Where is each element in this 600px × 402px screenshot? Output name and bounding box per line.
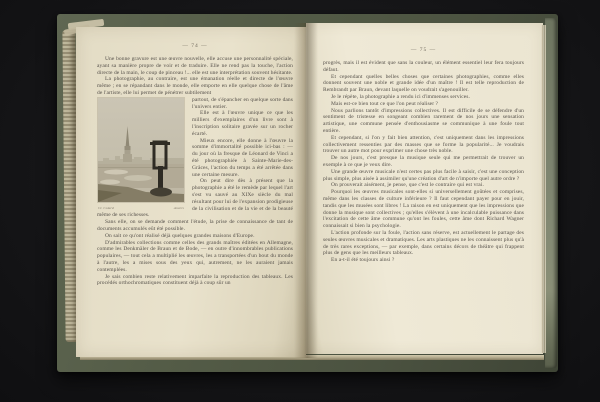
paragraph: Mieux encore, elle donne à l'œuvre la somme d'immortalité possible ici-bas : — du jour où la fresque de Léonard de Vinci a été photographiée à Sainte-Marie-des-Grâces, l'action du temps a été arrêtée dans une certaine mesure. <box>192 137 293 178</box>
book-cover-edge <box>545 18 557 368</box>
paragraph: En a-t-il été toujours ainsi ? <box>331 257 395 264</box>
page-number-right: — 75 — <box>410 47 437 53</box>
paragraph: De nos jours, c'est presque la musique seule qui me permettrait de trouver un exemple à ce que je veux dire. <box>323 155 524 168</box>
left-page-text <box>97 56 293 287</box>
cathedral-photo <box>97 97 185 203</box>
left-page-content <box>97 43 293 287</box>
photo-caption <box>97 205 185 212</box>
paragraph: Je le répète, la photographie a rendu ici d'immenses services. <box>331 93 470 100</box>
right-page-content <box>323 47 524 264</box>
right-page-text <box>323 60 524 264</box>
paragraph: Sans elle, on se demande comment l'étude, la prise de connaissance de tant de documents accumulés eût été possible. <box>97 219 293 232</box>
paragraph: Mais est-ce bien tout ce que l'on peut réaliser ? <box>331 100 439 107</box>
photo-caption-title: Anvers <box>173 205 184 210</box>
figure-photo <box>97 97 185 212</box>
right-page <box>306 23 543 354</box>
paragraph: Et cependant quelles belles choses que certaines photographies, comme elles donnent souvent une noble et grande idée d'un maître ! Il est telle reproduction de Rembrandt par Braun, devant laquelle on voudrait s'agenouiller. <box>323 73 524 94</box>
paragraph: Pourquoi les œuvres musicales sont-elles si universellement goûtées et comprises, même dans les classes de culture inférieure ? Il faut cependant payer pour en jouir, tandis que les musées sont libres ! La raison en est uniquement que les impressions que donne la musique sont collectives ; qu'elles s'élèvent à une incalculable puissance dans l'excitation de cette âme commune qu'ont les foules, cette âme dont Richard Wagner connaissait si bien la psychologie. <box>323 189 524 230</box>
paragraph: D'admirables collections comme celles des grands maîtres éditées en Allemagne, comme les Denkmäler de Braun et de Bode, — en outre d'innombrables publications populaires, — tout cela a multiplié les œuvres, les a transportées d'un bout du monde à l'autre, les a mises sous des yeux qui, autrement, ne les auraient jamais contemplées. <box>97 239 293 273</box>
paragraph: Je sais combien reste relativement imparfaite la reproduction des tableaux. Les procédés orthochromatiques constituent déjà à coup sûr un <box>97 273 293 287</box>
page-fore-edge-right <box>541 25 546 353</box>
left-page <box>76 27 306 357</box>
paragraph: Une grande œuvre musicale n'est certes pas plus facile à saisir, c'est une conception plus simple, plus aisée à assimiler qu'une création d'art de n'importe quel autre ordre ? <box>323 168 524 182</box>
page-number-left: — 74 — <box>182 43 208 49</box>
paragraph: Nous parlions tantôt d'impressions collectives. Il est difficile de se défendre d'un sentiment de tristesse en songeant combien rarement de nos jours une sensation artistique, une commune pensée d'enthousiasme se communique à une foule tout entière. <box>323 107 524 134</box>
paragraph: On prouverait aisément, je pense, que c'est le contraire qui est vrai. <box>331 182 484 189</box>
paragraph: Et cependant, si l'on y fait bien attention, c'est uniquement dans les impressions collectivement ressenties par des masses que se forme la popularité... Je voudrais trouver un autre mot pour exprimer une chose très noble. <box>323 134 524 155</box>
paragraph: La photographie, au contraire, est une émanation réelle et directe de l'œuvre même ; en se répandant dans le monde, elle emporte en elle quelque chose de l'âme de l'artiste, elle lui permet de pénétrer subtilement <box>97 76 293 96</box>
paragraph: progrès, mais il est évident que sans la couleur, un élément essentiel leur fera toujours défaut. <box>323 60 524 73</box>
photo-caption-credit: Cl. Colard <box>98 205 114 210</box>
paragraph: L'action profonde sur la foule, l'action sans réserve, est actuellement le partage des seules œuvres musicales et dramatiques. Les arts plastiques ne les connaissent plus qu'à de très rares exceptions, — par exemple, dans certains décors de théâtre qui frappent plus de gens que les meilleurs tableaux. <box>323 229 524 257</box>
paragraph: partout, de s'épancher en quelque sorte dans l'univers entier. <box>192 96 293 110</box>
paragraph: On peut dire dès à présent que la photographie a été le remède par lequel l'art s'est vu sauvé au XIXe siècle du mal résultant pour lui de l'expansion prodigieuse de la civilisation et de la vie et de la beauté même de ses richesses. <box>97 178 293 219</box>
paragraph: Elle est à l'œuvre unique ce que les milliers d'exemplaires d'un livre sont à l'inscription solitaire gravée sur un rocher écarté. <box>192 110 293 137</box>
paragraph: On sait ce qu'ont réalisé déjà quelques grandes maisons d'Europe. <box>105 232 255 239</box>
paragraph: Une bonne gravure est une œuvre nouvelle, elle accuse une personnalité spéciale, ayant sa manière propre de voir et de traduire. Elle ne rend pas la touche, l'action directe de la main, le coup de pinceau !... elle est une interprétation souvent hésitante. <box>97 56 293 76</box>
